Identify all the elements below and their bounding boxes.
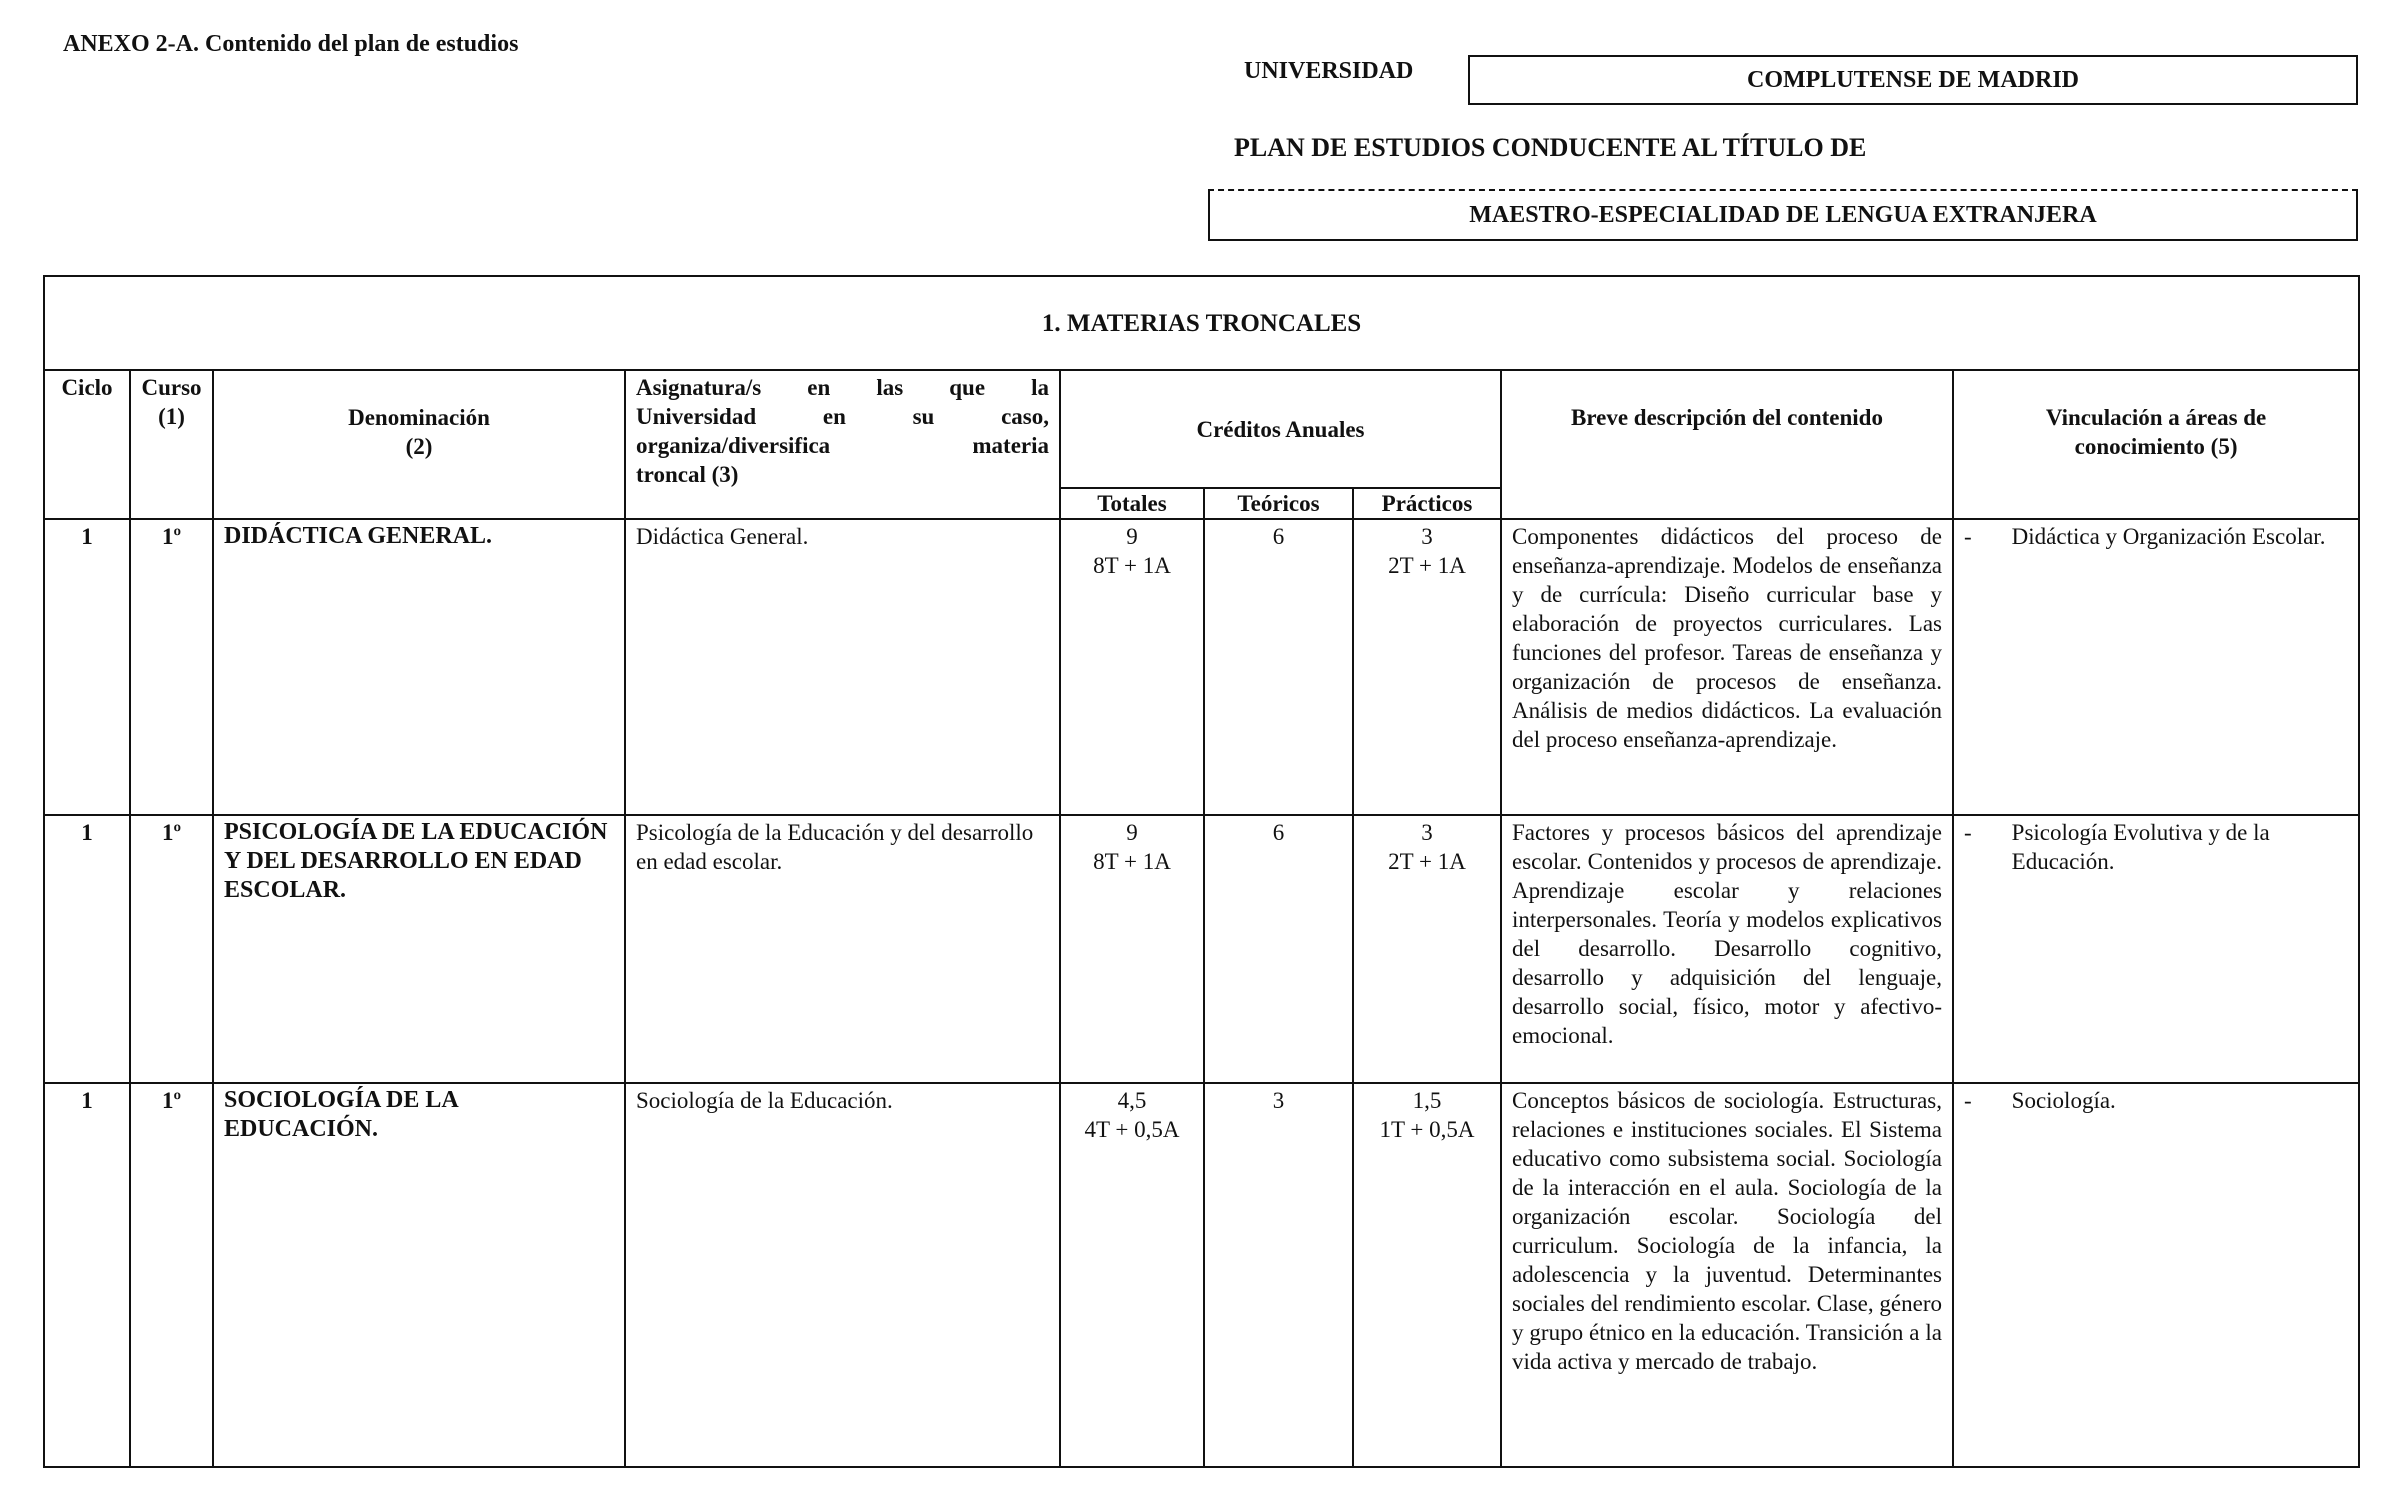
row-practicos-value: 1,5 (1412, 1088, 1442, 1113)
col-practicos: Prácticos (1353, 488, 1501, 519)
row-totales-value: 9 (1126, 524, 1138, 549)
row-practicos (1353, 519, 1501, 815)
row-practicos-value: 3 (1421, 820, 1433, 845)
col-asignatura-line1: Asignatura/s en las que la (636, 375, 1049, 400)
col-curso-label: Curso (141, 375, 202, 400)
row-descripcion: Conceptos básicos de sociología. Estructuras, relaciones e instituciones sociales. El Sistema educativo como subsistema social. Sociología de la interacción en el aula. Sociología de la organización escolar. Sociología del curriculum. Sociología de la infancia, la adolescencia y la juventud. Determinantes sociales del rendimiento escolar. Clase, género y grupo étnico en la educación. Transición a la vida activa y mercado de trabajo. (1501, 1083, 1953, 1467)
row-totales-split: 4T + 0,5A (1084, 1117, 1180, 1142)
materias-troncales-table (43, 275, 2360, 1468)
row-totales-split: 8T + 1A (1093, 553, 1171, 578)
section-title: 1. MATERIAS TRONCALES (44, 276, 2359, 370)
row-asignatura: Sociología de la Educación. (625, 1083, 1060, 1467)
col-asignatura-line4: troncal (3) (636, 462, 739, 487)
col-asignatura-line3: organiza/diversifica materia (636, 433, 1049, 458)
row-asignatura: Psicología de la Educación y del desarrollo en edad escolar. (625, 815, 1060, 1083)
row-totales-value: 9 (1126, 820, 1138, 845)
col-asignatura (625, 370, 1060, 519)
degree-title: MAESTRO-ESPECIALIDAD DE LENGUA EXTRANJERA (1469, 201, 2097, 228)
row-vinculacion-area: Sociología. (2011, 1088, 2116, 1113)
col-totales: Totales (1060, 488, 1204, 519)
row-vinculacion-dash: - (1964, 1088, 1972, 1113)
col-vinculacion-ref: conocimiento (5) (2074, 434, 2238, 459)
col-ciclo (44, 370, 130, 519)
col-curso-ref: (1) (158, 404, 185, 429)
row-practicos (1353, 1083, 1501, 1467)
plan-label: PLAN DE ESTUDIOS CONDUCENTE AL TÍTULO DE (1234, 133, 1867, 162)
row-denominacion: PSICOLOGÍA DE LA EDUCACIÓN Y DEL DESARROLLO EN EDAD ESCOLAR. (213, 815, 625, 1083)
row-vinculacion (1953, 815, 2359, 1083)
col-denominacion (213, 370, 625, 519)
row-vinculacion (1953, 519, 2359, 815)
degree-title-box (1208, 189, 2358, 241)
row-denominacion: SOCIOLOGÍA DE LA EDUCACIÓN. (213, 1083, 625, 1467)
row-curso: 1º (130, 519, 213, 815)
col-creditos-label: Créditos Anuales (1196, 416, 1365, 442)
col-curso (130, 370, 213, 519)
university-label: UNIVERSIDAD (1244, 58, 1414, 84)
row-practicos-value: 3 (1421, 524, 1433, 549)
row-denominacion: DIDÁCTICA GENERAL. (213, 519, 625, 815)
table-row (44, 815, 2359, 1083)
table-row (44, 1083, 2359, 1467)
row-practicos-split: 1T + 0,5A (1379, 1117, 1475, 1142)
row-totales (1060, 519, 1204, 815)
row-vinculacion (1953, 1083, 2359, 1467)
row-ciclo: 1 (44, 519, 130, 815)
row-descripcion: Componentes didácticos del proceso de enseñanza-aprendizaje. Modelos de enseñanza y de currícula: Diseño curricular base y elaboración de proyectos curriculares. Las funciones del profesor. Tareas de enseñanza y organización de procesos de enseñanza. Análisis de medios didácticos. La evaluación del proceso enseñanza-aprendizaje. (1501, 519, 1953, 815)
row-practicos-split: 2T + 1A (1388, 849, 1466, 874)
col-asignatura-line2: Universidad en su caso, (636, 404, 1049, 429)
university-name: COMPLUTENSE DE MADRID (1746, 66, 2079, 93)
col-descripcion (1501, 370, 1953, 519)
col-teoricos: Teóricos (1204, 488, 1353, 519)
row-teoricos: 3 (1204, 1083, 1353, 1467)
col-denominacion-ref: (2) (405, 434, 433, 459)
row-vinculacion-area: Psicología Evolutiva y de la Educación. (2011, 820, 2270, 874)
row-curso: 1º (130, 1083, 213, 1467)
row-vinculacion-area: Didáctica y Organización Escolar. (2011, 524, 2326, 549)
row-practicos (1353, 815, 1501, 1083)
row-vinculacion-dash: - (1964, 524, 1972, 549)
university-name-box (1468, 55, 2358, 105)
row-teoricos: 6 (1204, 519, 1353, 815)
col-creditos (1060, 370, 1501, 488)
row-totales (1060, 815, 1204, 1083)
col-vinculacion-label: Vinculación a áreas de (2045, 405, 2267, 430)
row-ciclo: 1 (44, 815, 130, 1083)
table-row (44, 519, 2359, 815)
row-totales-split: 8T + 1A (1093, 849, 1171, 874)
row-vinculacion-dash: - (1964, 820, 1972, 845)
col-vinculacion (1953, 370, 2359, 519)
row-curso: 1º (130, 815, 213, 1083)
col-descripcion-label: Breve descripción del contenido (1571, 405, 1883, 430)
row-practicos-split: 2T + 1A (1388, 553, 1466, 578)
row-totales-value: 4,5 (1117, 1088, 1147, 1113)
row-totales (1060, 1083, 1204, 1467)
row-teoricos: 6 (1204, 815, 1353, 1083)
row-descripcion: Factores y procesos básicos del aprendizaje escolar. Contenidos y procesos de aprendizaje. Aprendizaje escolar y relaciones interpersonales. Teoría y modelos explicativos del desarrollo. Desarrollo cognitivo, desarrollo y adquisición del lenguaje, desarrollo social, físico, motor y afectivo-emocional. (1501, 815, 1953, 1083)
row-asignatura: Didáctica General. (625, 519, 1060, 815)
annex-title: ANEXO 2-A. Contenido del plan de estudios (63, 31, 519, 57)
row-ciclo: 1 (44, 1083, 130, 1467)
col-ciclo-label: Ciclo (61, 375, 113, 400)
col-denominacion-label: Denominación (348, 405, 490, 430)
